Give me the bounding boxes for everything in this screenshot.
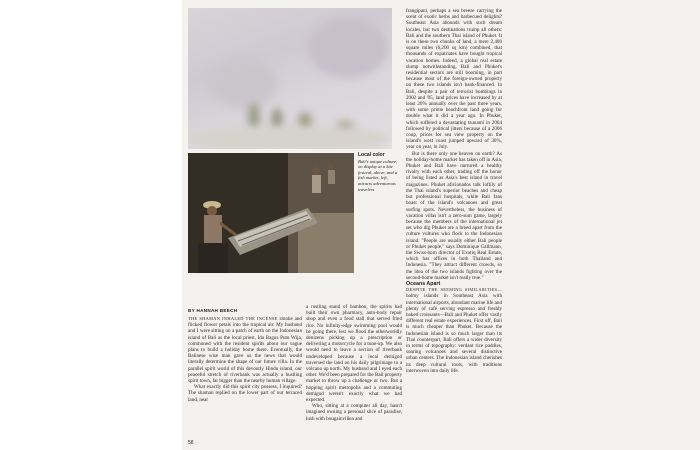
scan-margin-mark	[691, 370, 697, 440]
paragraph: frangipani, perhaps a sea breeze carrying the scent of exotic herbs and barbecued delights? Southeast Asia abounds with such dream locales, but two destinations trump all others: Bali and the southern Thai island of Phuket. It is on these two chunks of land, a mere 2,400 square miles (6,200 sq km) combined, that thousands of expatriates have bought tropical vacation homes. Indeed, a global real estate slump notwithstanding, Bali and Phuket's residential sectors are still booming, in part because most of the foreign-owned property on these two islands isn't bank-financed. In Bali, despite a pair of terrorist bombings in 2002 and '05, land prices have increased by at least 20% annually over the past three years, with some prime beachfront land going for double what it did a year ago. In Phuket, which suffered a devastating tsunami in 2004 followed by political jitters because of a 2006 coup, prices for sea view property on the island's west coast jumped upward of 30%, year on year, in July.	[406, 8, 502, 151]
article-column-3	[406, 8, 502, 374]
paragraph: balmy islands in Southeast Asia with international airports, abundant marine life and plenty of café serving espresso and freshly baked croissants—Bali and Phuket offer vastly different real estate experiences. First off, Bali is much cheaper than Phuket. Because the Indonesian island is so much larger than its Thai counterpart, Bali offers a wider diversity in terms of topography: verdant rice paddies, soaring volcanoes and several distinctive urban centers. The Indonesian island cherishes its deep cultural roots, with traditions interwoven into daily life.	[406, 293, 502, 374]
paragraph: Who, sitting at a computer all day, hasn't imagined owning a personal slice of paradise, lush with bougainvillea and	[306, 403, 402, 422]
caption-body: Bali's unique culture, on display at a kite festival, above, and a fish market, left, attracts adventurous travelers	[358, 158, 398, 192]
paragraph: smoke and flicked flower petals into the tropical air. My husband and I were sitting on a patch of earth on the Indonesian island of Bali as the local priest, Ida Bagus Putu Wija, communed with the resident spirits about our vague plans to build a holiday home there. Eventually, the Balinese wise man gave us the news that would literally determine the shape of our future villa. In the parallel spirit world of this devoutly Hindu island, our peaceful stretch of riverbank was actually a bustling spirit town, far bigger than the nearby human village.	[188, 316, 302, 385]
section-subhead: Oceans Apart	[406, 280, 441, 287]
lead-caps: THE SHAMAN INHALED THE INCENSE	[188, 316, 278, 321]
byline: BY HANNAH BEECH	[188, 308, 238, 313]
paragraph: What exactly did this spirit city possess, I inquired? The shaman replied on the lower part of our terraced land, near	[188, 384, 302, 403]
kite-festival-photo	[188, 8, 392, 149]
fish-market-illustration	[188, 153, 354, 273]
article-column-2	[306, 304, 402, 422]
photo-caption	[358, 153, 398, 192]
paragraph: a rustling stand of bamboo, the spirits had built their own pharmacy, auto-body repair shop and even a food stall that served fried rice. No infinity-edge swimming pool would be going there, lest we flood the otherworldly denizens picking up a prescription or delivering a motorcycle for a tune-up. We also would need to leave a section of riverbank undeveloped because a local demigod traversed the land on his daily pilgrimage to a volcano up north. My husband and I eyed each other. We'd been prepared for the Bali property market to throw up a challenge or two. But a hopping spirit metropolis and a commuting demigod weren't exactly what we had expected.	[306, 304, 402, 404]
article-column-1	[188, 316, 302, 403]
paragraph: But is there only one heaven on earth? As the holiday-home market has taken off in Asia, Phuket and Bali have nurtured a healthy rivalry with each other, trading off the honor of being listed as Asia's best island in travel magazines. Phuket aficionados talk loftily of the Thai island's superior beaches and cheap but professional hospitals, while Bali fans boast of the island's volcanoes and great surfing spots. Nevertheless, the business of vacation villas isn't a zero-sum game, largely because the members of the international jet set who dig Phuket are a breed apart from the culture vultures who flock to the Indonesian island. "People are usually either Bali people or Phuket people," says Dominique Gallmann, the Swiss-born director of Exotiq Real Estate, which has offices in both Thailand and Indonesia. "They attract different crowds, so the idea of the two islands fighting over the second-home market isn't really true."	[406, 150, 502, 281]
lead-caps: DESPITE THE SEEMING SIMILARITIES—	[406, 287, 502, 293]
fish-market-photo	[188, 153, 354, 273]
page-number: 58	[188, 440, 194, 446]
caption-title: Local color	[358, 152, 385, 158]
magazine-page	[182, 0, 700, 450]
